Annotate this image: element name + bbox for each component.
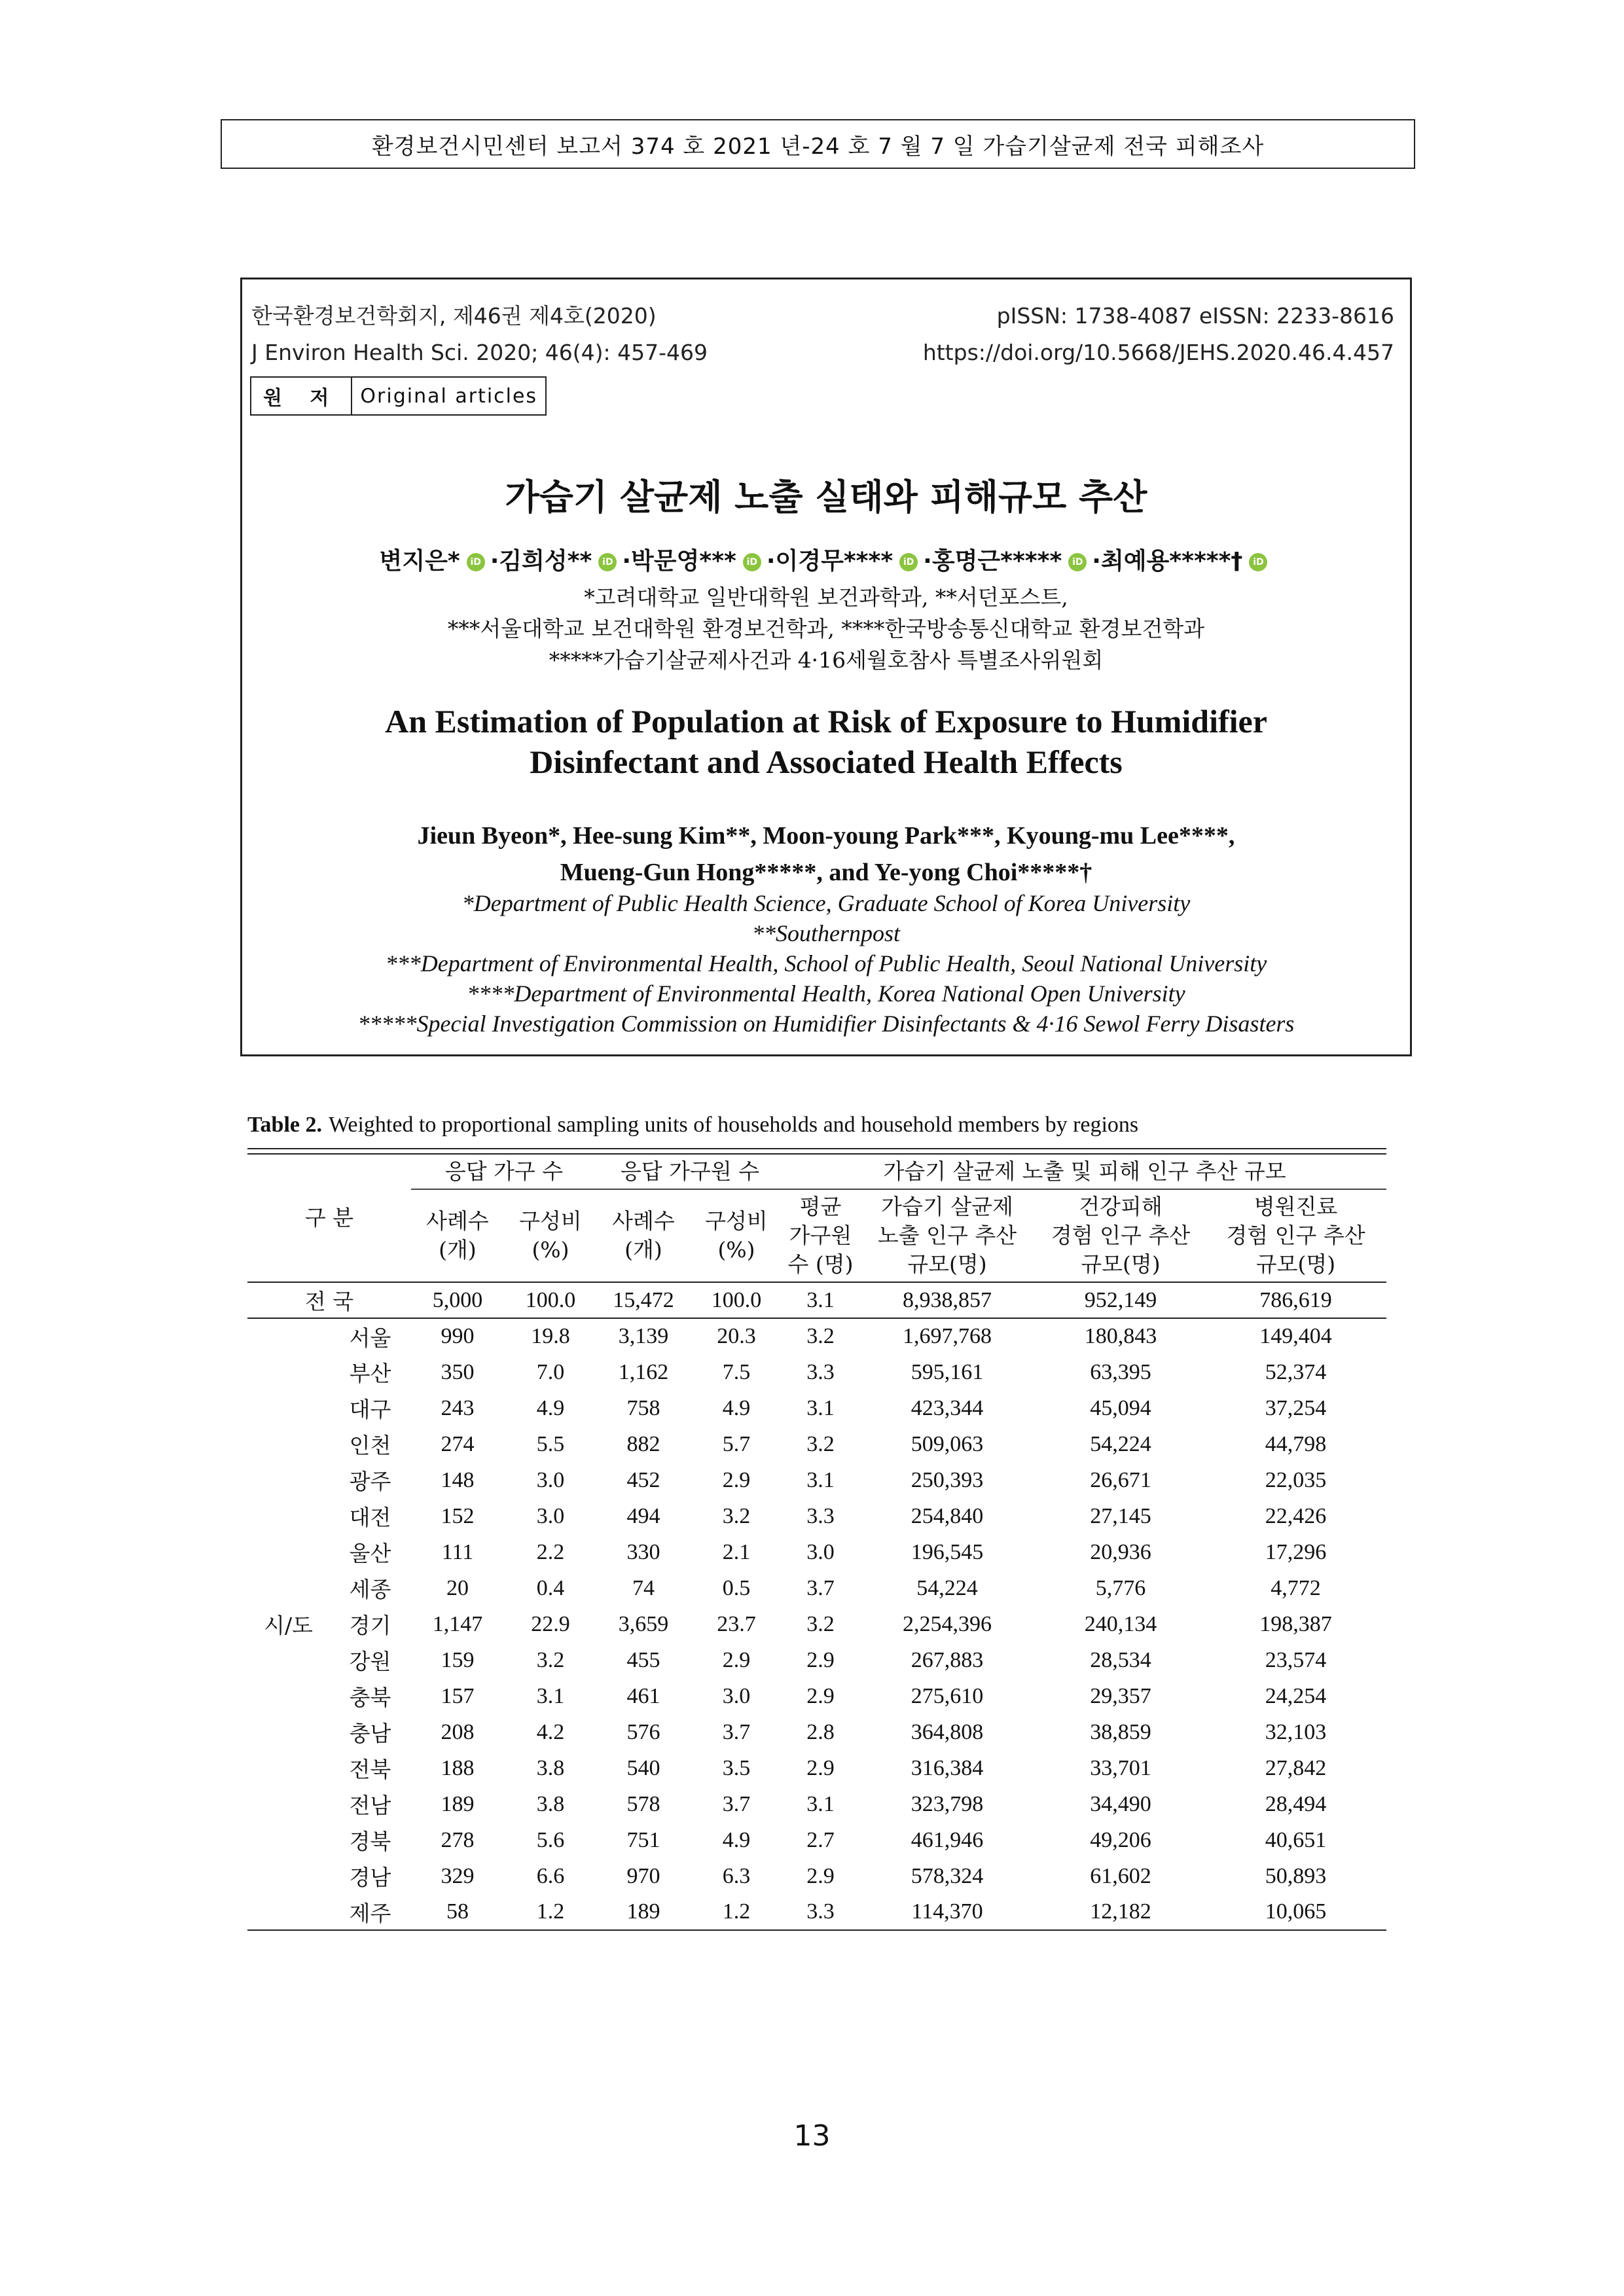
category-header: 구 분 <box>304 1205 354 1230</box>
table-cell: 5.7 <box>722 1431 751 1456</box>
author-name-ko: ·이경무**** <box>766 548 893 575</box>
table-cell: 7.0 <box>536 1359 565 1384</box>
table-row <box>247 1570 1386 1606</box>
table-cell: 4.9 <box>722 1395 751 1420</box>
table-cell: 28,494 <box>1265 1791 1327 1816</box>
table-row <box>247 1318 1386 1354</box>
affiliation-line: *Department of Public Health Science, Graduate School of Korea University <box>461 890 1191 916</box>
table-cell: 8,938,857 <box>903 1287 992 1312</box>
header-sub-row <box>247 1189 1386 1282</box>
region-name: 충남 <box>349 1721 391 1746</box>
table-cell: 100.0 <box>525 1287 576 1312</box>
table-cell: 3.1 <box>536 1683 565 1708</box>
table-cell: 3.8 <box>536 1755 565 1780</box>
table-cell: 3.3 <box>806 1899 835 1924</box>
table-cell: 2.1 <box>722 1539 751 1564</box>
orcid-icon[interactable]: iD <box>1068 553 1087 571</box>
table-cell: 882 <box>626 1431 660 1456</box>
journal-identifiers <box>923 298 1394 371</box>
region-name: 대구 <box>349 1397 391 1422</box>
table-row <box>247 1534 1386 1570</box>
orcid-icon[interactable]: iD <box>899 553 918 571</box>
table-cell: 6.6 <box>536 1863 565 1888</box>
table-cell: 45,094 <box>1090 1395 1151 1420</box>
journal-name-en: J Environ Health Sci. 2020; 46(4): 457-469 <box>251 340 708 365</box>
column-header: 구성비 (%) <box>705 1208 768 1263</box>
table-cell: 188 <box>441 1755 475 1780</box>
table-cell: 50,893 <box>1265 1863 1327 1888</box>
table-cell: 423,344 <box>911 1395 984 1420</box>
table-cell: 3.0 <box>536 1467 565 1492</box>
column-header: 구성비 (%) <box>519 1208 582 1263</box>
table-cell: 0.5 <box>722 1575 751 1600</box>
table-cell: 3.2 <box>806 1431 835 1456</box>
table-cell: 2.8 <box>806 1719 835 1744</box>
table-row <box>247 1822 1386 1858</box>
table-cell: 455 <box>626 1647 660 1672</box>
table-cell: 1.2 <box>722 1899 751 1924</box>
table-cell: 4,772 <box>1271 1575 1321 1600</box>
table-cell: 49,206 <box>1090 1827 1151 1852</box>
journal-name-ko: 한국환경보건학회지, 제46권 제4호(2020) <box>251 303 657 329</box>
table-cell: 152 <box>441 1503 475 1528</box>
table-cell: 3.8 <box>536 1791 565 1816</box>
table-row-national <box>247 1282 1386 1318</box>
table-cell: 3.1 <box>806 1467 835 1492</box>
table-row <box>247 1750 1386 1786</box>
table-cell: 3.1 <box>806 1791 835 1816</box>
table-cell: 33,701 <box>1090 1755 1151 1780</box>
table-cell: 5.5 <box>536 1431 565 1456</box>
table-cell: 29,357 <box>1090 1683 1151 1708</box>
region-name: 전북 <box>349 1757 391 1782</box>
affiliations-en <box>242 888 1410 1039</box>
region-name: 대전 <box>349 1505 391 1530</box>
table-cell: 180,843 <box>1084 1324 1157 1348</box>
table-cell: 2.9 <box>806 1647 835 1672</box>
table-cell: 1.2 <box>536 1899 565 1924</box>
table-cell: 970 <box>626 1863 660 1888</box>
table-row <box>247 1390 1386 1426</box>
region-name: 경남 <box>349 1865 391 1890</box>
table-row <box>247 1354 1386 1390</box>
row-label-national: 전 국 <box>304 1289 354 1314</box>
table-cell: 578,324 <box>911 1863 984 1888</box>
region-name: 세종 <box>349 1577 391 1602</box>
table-cell: 509,063 <box>911 1431 984 1456</box>
table-cell: 3.7 <box>722 1791 751 1816</box>
table-row <box>247 1642 1386 1678</box>
table-cell: 274 <box>441 1431 475 1456</box>
affiliation-line: **Southernpost <box>751 920 900 946</box>
title-line: Disinfectant and Associated Health Effects <box>530 744 1123 780</box>
table-cell: 751 <box>626 1827 660 1852</box>
table-cell: 63,395 <box>1090 1359 1151 1384</box>
table-cell: 254,840 <box>911 1503 984 1528</box>
table-cell: 461,946 <box>911 1827 984 1852</box>
table-cell: 3,139 <box>618 1324 669 1348</box>
table-row <box>247 1858 1386 1894</box>
table-row <box>247 1714 1386 1750</box>
table-cell: 24,254 <box>1265 1683 1327 1708</box>
table-cell: 27,145 <box>1090 1503 1151 1528</box>
table-cell: 316,384 <box>911 1755 984 1780</box>
region-name: 부산 <box>349 1361 391 1386</box>
table-cell: 44,798 <box>1265 1431 1327 1456</box>
table-cell: 22.9 <box>531 1611 570 1636</box>
table-row <box>247 1606 1386 1642</box>
table-cell: 990 <box>441 1324 475 1348</box>
author-list-en <box>242 817 1410 891</box>
region-group-label: 시/도 <box>264 1613 313 1638</box>
orcid-icon[interactable]: iD <box>598 553 617 571</box>
group-header-households: 응답 가구 수 <box>411 1155 597 1189</box>
table-cell: 4.2 <box>536 1719 565 1744</box>
table-cell: 350 <box>441 1359 475 1384</box>
table-cell: 58 <box>446 1899 469 1924</box>
affiliation-line: ***서울대학교 보건대학원 환경보건학과, ****한국방송통신대학교 환경보건학과 <box>447 616 1205 641</box>
column-header: 사례수 (개) <box>612 1208 675 1263</box>
table-cell: 267,883 <box>911 1647 984 1672</box>
table-cell: 38,859 <box>1090 1719 1151 1744</box>
table-cell: 148 <box>441 1467 475 1492</box>
table-cell: 2.9 <box>722 1647 751 1672</box>
table-cell: 461 <box>626 1683 660 1708</box>
table-cell: 149,404 <box>1259 1324 1332 1348</box>
region-name: 광주 <box>349 1469 391 1494</box>
paper-title-en <box>242 701 1410 782</box>
table-cell: 20,936 <box>1090 1539 1151 1564</box>
orcid-icon[interactable]: iD <box>467 553 485 571</box>
author-name-ko: ·최예용*****† <box>1092 548 1243 575</box>
table-cell: 54,224 <box>916 1575 978 1600</box>
table-cell: 10,065 <box>1265 1899 1327 1924</box>
region-name: 인천 <box>349 1433 391 1458</box>
table-cell: 20.3 <box>717 1324 756 1348</box>
regional-sampling-table <box>247 1148 1386 1931</box>
region-name: 경기 <box>349 1613 391 1638</box>
table-cell: 22,426 <box>1265 1503 1327 1528</box>
table-cell: 3.2 <box>536 1647 565 1672</box>
table-cell: 28,534 <box>1090 1647 1151 1672</box>
affiliations-ko <box>242 582 1410 676</box>
table-cell: 1,162 <box>618 1359 669 1384</box>
report-header: 환경보건시민센터 보고서 374 호 2021 년-24 호 7 월 7 일 가습기살균제 전국 피해조사 <box>221 119 1415 169</box>
table-cell: 3.7 <box>806 1575 835 1600</box>
table-cell: 40,651 <box>1265 1827 1327 1852</box>
table-cell: 3.2 <box>806 1324 835 1348</box>
affiliation-line: *****Special Investigation Commission on Humidifier Disinfectants & 4·16 Sewol Ferry Disasters <box>357 1011 1295 1037</box>
author-name-ko: 변지은* <box>379 548 460 575</box>
data-table <box>247 1155 1386 1931</box>
affiliation-line: *고려대학교 일반대학원 보건과학과, **서던포스트, <box>584 584 1068 610</box>
region-name: 경북 <box>349 1829 391 1854</box>
table-cell: 114,370 <box>911 1899 983 1924</box>
region-name: 서울 <box>349 1325 391 1351</box>
region-name: 울산 <box>349 1541 391 1566</box>
table-cell: 3.5 <box>722 1755 751 1780</box>
author-line: Jieun Byeon*, Hee-sung Kim**, Moon-young Park***, Kyoung-mu Lee****, <box>417 822 1235 850</box>
table-row <box>247 1498 1386 1534</box>
author-name-ko: ·김희성** <box>490 548 592 575</box>
table-row <box>247 1426 1386 1462</box>
author-name-ko: ·홍명근***** <box>923 548 1062 575</box>
table-cell: 2,254,396 <box>903 1611 992 1636</box>
table-cell: 198,387 <box>1259 1611 1332 1636</box>
table-cell: 5,776 <box>1095 1575 1146 1600</box>
table-cell: 330 <box>626 1539 660 1564</box>
table-cell: 196,545 <box>911 1539 984 1564</box>
table-cell: 3.3 <box>806 1359 835 1384</box>
table-cell: 364,808 <box>911 1719 984 1744</box>
table-cell: 2.2 <box>536 1539 565 1564</box>
table-cell: 3.7 <box>722 1719 751 1744</box>
table-cell: 37,254 <box>1265 1395 1327 1420</box>
table-cell: 952,149 <box>1084 1287 1157 1312</box>
table-caption-label: Table 2. <box>247 1113 323 1137</box>
column-header: 병원진료 경험 인구 추산 규모(명) <box>1226 1194 1365 1277</box>
table-cell: 1,147 <box>432 1611 483 1636</box>
table-row <box>247 1678 1386 1714</box>
table-cell: 17,296 <box>1265 1539 1327 1564</box>
table-cell: 23.7 <box>717 1611 756 1636</box>
affiliation-line: *****가습기살균제사건과 4·16세월호참사 특별조사위원회 <box>549 647 1104 673</box>
paper-title-ko: 가습기 살균제 노출 실태와 피해규모 추산 <box>505 476 1147 518</box>
article-type-en: Original articles <box>360 384 538 408</box>
table-cell: 7.5 <box>722 1359 751 1384</box>
table-cell: 15,472 <box>613 1287 674 1312</box>
table-cell: 540 <box>626 1755 660 1780</box>
table-cell: 4.9 <box>722 1827 751 1852</box>
table-cell: 595,161 <box>911 1359 984 1384</box>
table-cell: 3.2 <box>722 1503 751 1528</box>
table-cell: 27,842 <box>1265 1755 1327 1780</box>
region-name: 강원 <box>349 1649 391 1674</box>
journal-citation <box>251 298 708 371</box>
orcid-icon[interactable]: iD <box>743 553 761 571</box>
table-row <box>247 1894 1386 1930</box>
article-type-ko: 원 저 <box>251 378 352 414</box>
table-cell: 6.3 <box>722 1863 751 1888</box>
table-cell: 3.2 <box>806 1611 835 1636</box>
affiliation-line: ****Department of Environmental Health, Korea National Open University <box>467 980 1185 1007</box>
table-cell: 4.9 <box>536 1395 565 1420</box>
column-header: 가습기 살균제 노출 인구 추산 규모(명) <box>877 1194 1017 1277</box>
table-cell: 52,374 <box>1265 1359 1327 1384</box>
table-row <box>247 1786 1386 1822</box>
table-cell: 323,798 <box>911 1791 984 1816</box>
table-cell: 452 <box>626 1467 660 1492</box>
column-header: 건강피해 경험 인구 추산 규모(명) <box>1051 1194 1191 1277</box>
table-cell: 3.3 <box>806 1503 835 1528</box>
table-cell: 32,103 <box>1265 1719 1327 1744</box>
title-line: An Estimation of Population at Risk of Exposure to Humidifier <box>385 703 1267 740</box>
table-body <box>247 1282 1386 1930</box>
table-cell: 23,574 <box>1265 1647 1327 1672</box>
table-cell: 758 <box>626 1395 660 1420</box>
table-cell: 54,224 <box>1090 1431 1151 1456</box>
column-header: 사례수 (개) <box>426 1208 489 1263</box>
table-cell: 2.9 <box>806 1683 835 1708</box>
table-cell: 61,602 <box>1090 1863 1151 1888</box>
table-cell: 578 <box>626 1791 660 1816</box>
author-list-ko <box>242 543 1410 576</box>
table-cell: 3.1 <box>806 1287 835 1312</box>
group-header-exposure: 가습기 살균제 노출 및 피해 인구 추산 규모 <box>783 1155 1386 1189</box>
table-cell: 5.6 <box>536 1827 565 1852</box>
region-name: 제주 <box>349 1900 391 1926</box>
table-cell: 111 <box>441 1539 474 1564</box>
table-cell: 278 <box>441 1827 475 1852</box>
header-group-row <box>247 1155 1386 1189</box>
table-cell: 26,671 <box>1090 1467 1151 1492</box>
table-cell: 576 <box>626 1719 660 1744</box>
table-cell: 243 <box>441 1395 475 1420</box>
table-top-rule <box>247 1148 1386 1155</box>
table-cell: 100.0 <box>711 1287 762 1312</box>
table-cell: 240,134 <box>1084 1611 1157 1636</box>
region-name: 전남 <box>349 1793 391 1818</box>
affiliation-line: ***Department of Environmental Health, School of Public Health, Seoul National University <box>385 950 1267 977</box>
table-cell: 494 <box>626 1503 660 1528</box>
table-cell: 329 <box>441 1863 475 1888</box>
table-cell: 3.0 <box>722 1683 751 1708</box>
table-cell: 20 <box>446 1575 469 1600</box>
table-cell: 275,610 <box>911 1683 984 1708</box>
table-cell: 189 <box>441 1791 475 1816</box>
table-cell: 2.7 <box>806 1827 835 1852</box>
table-cell: 19.8 <box>531 1324 570 1348</box>
table-cell: 208 <box>441 1719 475 1744</box>
issn: pISSN: 1738-4087 eISSN: 2233-8616 <box>996 303 1394 329</box>
table-cell: 157 <box>441 1683 475 1708</box>
author-line: Mueng-Gun Hong*****, and Ye-yong Choi*****† <box>560 859 1092 886</box>
column-header: 평균 가구원 수 (명) <box>787 1194 854 1277</box>
table-cell: 5,000 <box>432 1287 483 1312</box>
table-cell: 1,697,768 <box>903 1324 992 1348</box>
table-cell: 74 <box>632 1575 655 1600</box>
table-cell: 34,490 <box>1090 1791 1151 1816</box>
table-cell: 22,035 <box>1265 1467 1327 1492</box>
table-cell: 0.4 <box>536 1575 565 1600</box>
table-cell: 250,393 <box>911 1467 984 1492</box>
table-cell: 2.9 <box>806 1755 835 1780</box>
table-cell: 12,182 <box>1090 1899 1151 1924</box>
table-cell: 3.1 <box>806 1395 835 1420</box>
paper-title-page-image <box>240 278 1412 1056</box>
region-name: 충북 <box>349 1685 391 1710</box>
table-cell: 189 <box>626 1899 660 1924</box>
table-cell: 2.9 <box>806 1863 835 1888</box>
table-cell: 159 <box>441 1647 475 1672</box>
table-cell: 2.9 <box>722 1467 751 1492</box>
table-caption-text: Weighted to proportional sampling units of households and household members by regions <box>329 1113 1139 1137</box>
table-cell: 786,619 <box>1259 1287 1332 1312</box>
doi-link: https://doi.org/10.5668/JEHS.2020.46.4.457 <box>922 340 1394 365</box>
table-cell: 3.0 <box>806 1539 835 1564</box>
author-name-ko: ·박문영*** <box>622 548 736 575</box>
page-number: 13 <box>793 2119 831 2153</box>
article-type-tag <box>250 376 547 416</box>
table-row <box>247 1462 1386 1498</box>
orcid-icon[interactable]: iD <box>1249 553 1267 571</box>
group-header-members: 응답 가구원 수 <box>597 1155 783 1189</box>
table-cell: 3.0 <box>536 1503 565 1528</box>
table-caption <box>247 1113 1138 1138</box>
table-cell: 3,659 <box>618 1611 669 1636</box>
